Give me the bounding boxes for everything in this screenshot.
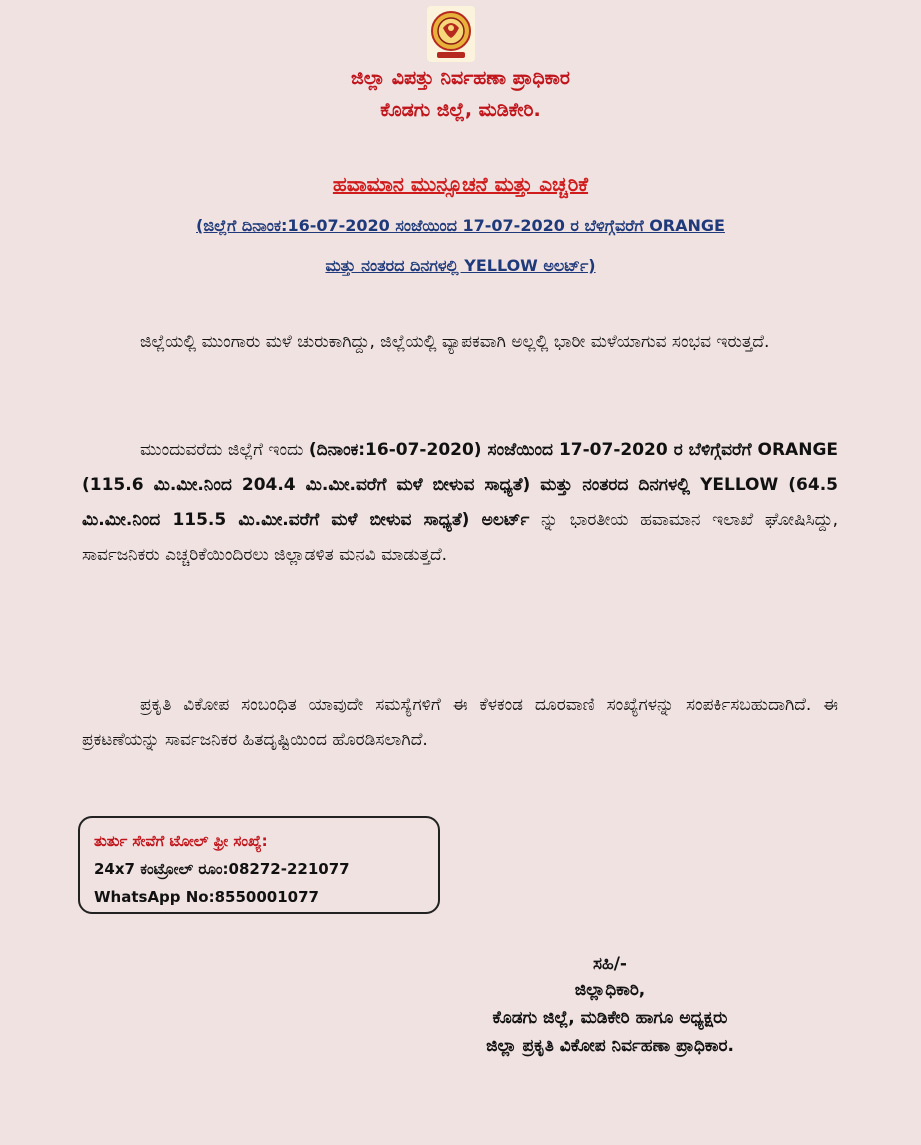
whatsapp-number: WhatsApp No:8550001077	[94, 888, 319, 906]
paragraph-contact-info	[82, 688, 838, 758]
paragraph-alert-details: (ದಿನಾಂಕ:16-07-2020) ಸಂಜೆಯಿಂದ 17-07-2020 ರ ಬೆಳಿಗ್ಗೆವರೆಗೆ ORANGE (115.6 ಮಿ.ಮೀ.ನಿಂದ 204.4 ಮಿ.ಮೀ.ವರೆಗೆ ಮಳೆ ಬೀಳುವ ಸಾಧ್ಯತೆ) ಮತ್ತು ನಂತರದ ದಿನಗಳಲ್ಲಿ YELLOW (64.5 ಮಿ.ಮೀ.ನಿಂದ 115.5 ಮಿ.ಮೀ.ವರೆಗೆ ಮಳೆ ಬೀಳುವ ಸಾಧ್ಯತೆ) ಅಲರ್ಟ್	[82, 440, 839, 530]
signatory-authority: ಜಿಲ್ಲಾ ಪ್ರಕೃತಿ ವಿಕೋಪ ನಿರ್ವಹಣಾ ಪ್ರಾಧಿಕಾರ.	[486, 1036, 734, 1056]
notice-subtitle-line2: ಮತ್ತು ನಂತರದ ದಿನಗಳಲ್ಲಿ YELLOW ಅಲರ್ಟ್)	[325, 256, 596, 275]
district-location: ಕೊಡಗು ಜಿಲ್ಲೆ, ಮಡಿಕೇರಿ.	[380, 99, 541, 121]
helpline-box	[78, 816, 440, 914]
paragraph-alert-appeal: ನ್ನು ಭಾರತೀಯ ಹವಾಮಾನ ಇಲಾಖೆ ಘೋಷಿಸಿದ್ದು, ಸಾರ್ವಜನಿಕರು ಎಚ್ಚರಿಕೆಯಿಂದಿರಲು ಜಿಲ್ಲಾಡಳಿತ ಮನವಿ ಮಾಡುತ್ತದೆ.	[82, 510, 838, 565]
karnataka-emblem-icon	[427, 6, 475, 62]
paragraph-alert-intro: ಮುಂದುವರೆದು ಜಿಲ್ಲೆಗೆ ಇಂದು	[140, 440, 309, 460]
signatory-title: ಜಿಲ್ಲಾಧಿಕಾರಿ,	[574, 980, 646, 1000]
authority-name: ಜಿಲ್ಲಾ ವಿಪತ್ತು ನಿರ್ವಹಣಾ ಪ್ರಾಧಿಕಾರ	[351, 67, 570, 89]
helpline-title: ತುರ್ತು ಸೇವೆಗೆ ಟೋಲ್ ಫ್ರೀ ಸಂಖ್ಯೆ:	[94, 832, 268, 850]
paragraph-contact-text: ಪ್ರಕೃತಿ ವಿಕೋಪ ಸಂಬಂಧಿತ ಯಾವುದೇ ಸಮಸ್ಯೆಗಳಿಗೆ ಈ ಕೆಳಕಂಡ ದೂರವಾಣಿ ಸಂಖ್ಯೆಗಳನ್ನು ಸಂಪರ್ಕಿಸಬಹುದಾಗಿದೆ. ಈ ಪ್ರಕಟಣೆಯನ್ನು ಸಾರ್ವಜನಿಕರ ಹಿತದೃಷ್ಟಿಯಿಂದ ಹೊರಡಿಸಲಾಗಿದೆ.	[82, 695, 838, 750]
control-room-number: 24x7 ಕಂಟ್ರೋಲ್ ರೂಂ:08272-221077	[94, 860, 350, 878]
signatory-district: ಕೊಡಗು ಜಿಲ್ಲೆ, ಮಡಿಕೇರಿ ಹಾಗೂ ಅಧ್ಯಕ್ಷರು	[492, 1008, 728, 1028]
notice-title: ಹವಾಮಾನ ಮುನ್ಸೂಚನೆ ಮತ್ತು ಎಚ್ಚರಿಕೆ	[332, 172, 589, 196]
signature-mark: ಸಹಿ/-	[593, 954, 627, 974]
paragraph-monsoon-text: ಜಿಲ್ಲೆಯಲ್ಲಿ ಮುಂಗಾರು ಮಳೆ ಚುರುಕಾಗಿದ್ದು, ಜಿಲ್ಲೆಯಲ್ಲಿ ವ್ಯಾಪಕವಾಗಿ ಅಲ್ಲಲ್ಲಿ ಭಾರೀ ಮಳೆಯಾಗುವ ಸಂಭವ ಇರುತ್ತದೆ.	[140, 332, 770, 352]
paragraph-monsoon	[82, 325, 838, 360]
paragraph-alert	[82, 433, 838, 573]
notice-subtitle-line1: (ಜಿಲ್ಲೆಗೆ ದಿನಾಂಕ:16-07-2020 ಸಂಜೆಯಿಂದ 17-07-2020 ರ ಬೆಳಿಗ್ಗೆವರೆಗೆ ORANGE	[196, 216, 725, 235]
